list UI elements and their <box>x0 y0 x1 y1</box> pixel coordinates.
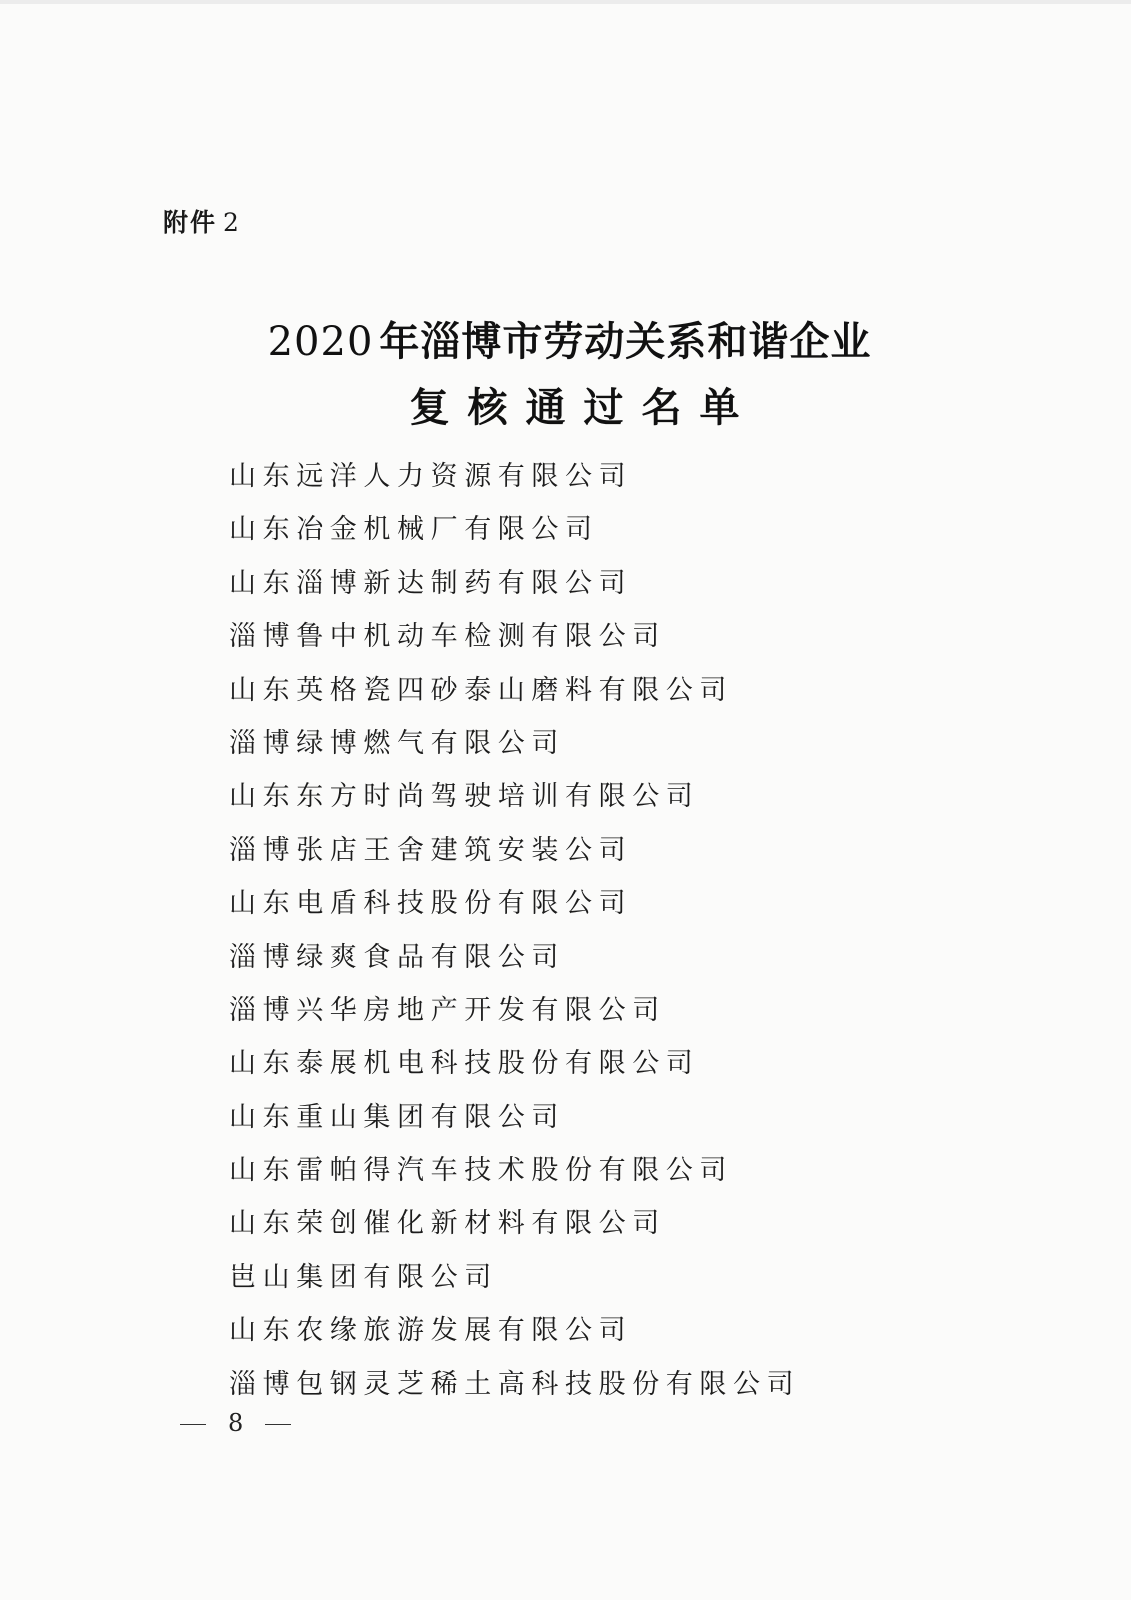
company-list-item: 淄博兴华房地产开发有限公司 <box>229 994 666 1026</box>
page-number: 8 <box>228 1409 244 1437</box>
page-number-dash-right <box>265 1424 291 1425</box>
company-list-item: 淄博绿爽食品有限公司 <box>229 941 565 973</box>
page-number-dash-left <box>180 1424 206 1425</box>
attachment-label-text: 附件 <box>163 208 218 237</box>
company-list-item: 淄博绿博燃气有限公司 <box>229 727 565 759</box>
company-list-item: 山东电盾科技股份有限公司 <box>229 888 633 920</box>
company-list-item: 山东荣创催化新材料有限公司 <box>229 1208 666 1240</box>
company-list-item: 淄博张店王舍建筑安装公司 <box>229 834 633 866</box>
company-list-item: 山东雷帕得汽车技术股份有限公司 <box>229 1155 733 1187</box>
attachment-number: 2 <box>223 208 241 237</box>
company-list-item: 淄博包钢灵芝稀土高科技股份有限公司 <box>229 1368 801 1400</box>
company-list-item: 淄博鲁中机动车检测有限公司 <box>229 621 666 653</box>
company-list-item: 岜山集团有限公司 <box>229 1261 498 1293</box>
attachment-label <box>163 203 241 239</box>
company-list-item: 山东农缘旅游发展有限公司 <box>229 1315 633 1347</box>
document-title-line-2 <box>0 376 1131 433</box>
company-list-item: 山东冶金机械厂有限公司 <box>229 514 599 546</box>
company-list-item: 山东远洋人力资源有限公司 <box>229 461 633 492</box>
company-list <box>229 454 800 1415</box>
company-list-item: 山东泰展机电科技股份有限公司 <box>229 1048 700 1080</box>
company-list-item: 山东英格瓷四砂泰山磨料有限公司 <box>229 674 733 706</box>
page-number-footer <box>180 1409 291 1437</box>
company-list-item: 山东东方时尚驾驶培训有限公司 <box>229 781 700 813</box>
title-line-2-text: 复核通过名单 <box>409 385 758 431</box>
company-list-item: 山东淄博新达制药有限公司 <box>229 567 633 599</box>
company-list-item: 山东重山集团有限公司 <box>229 1101 565 1133</box>
document-title-line-1 <box>0 310 1131 367</box>
title-line-1-text: 年淄博市劳动关系和谐企业 <box>379 319 872 365</box>
title-year: 2020 <box>267 319 374 365</box>
